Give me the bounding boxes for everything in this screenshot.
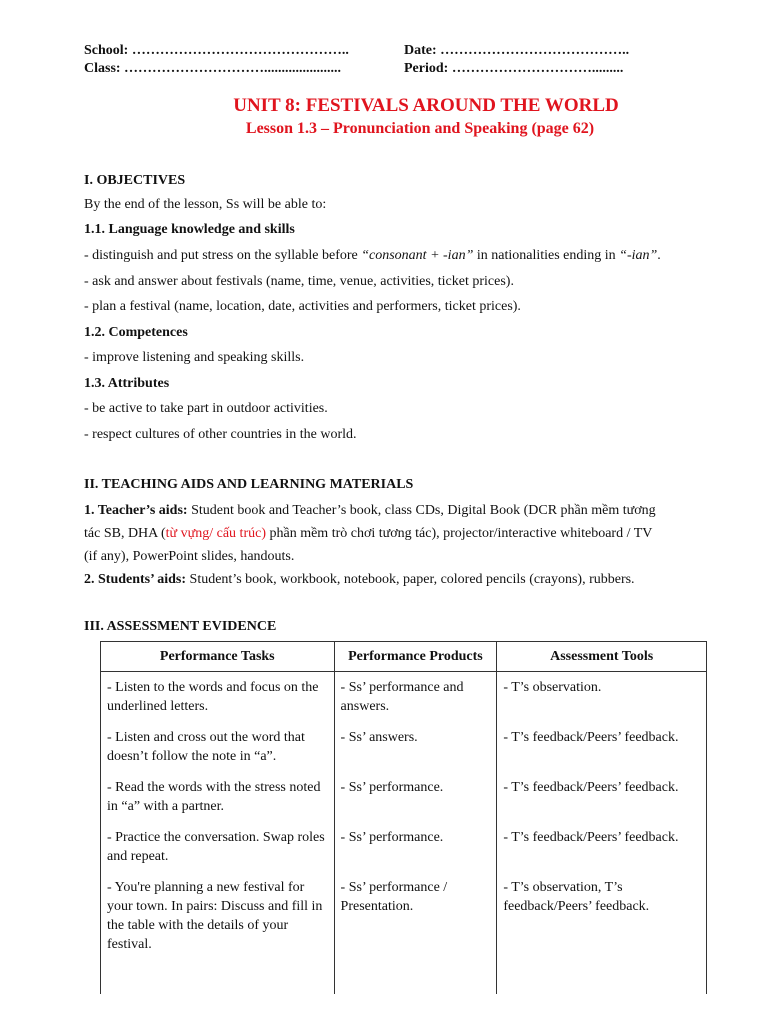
task-cell: - Listen to the words and focus on the underlined letters.: [101, 672, 335, 723]
column-header-products: Performance Products: [334, 642, 497, 672]
lang-1-text-a: - distinguish and put stress on the syllable before: [84, 248, 362, 263]
assessment-table: [100, 641, 707, 994]
lang-1-text-e: .: [657, 248, 661, 263]
task-cell: - Read the words with the stress noted in “a” with a partner.: [101, 772, 335, 822]
task-cell: - Listen and cross out the word that doesn’t follow the note in “a”.: [101, 722, 335, 772]
product-cell: - Ss’ performance / Presentation.: [334, 872, 497, 994]
teacher-aids-text-2b: phần mềm trò chơi tương tác), projector/interactive whiteboard / TV: [265, 526, 653, 541]
competences-heading: 1.2. Competences: [84, 325, 188, 340]
tool-cell: - T’s feedback/Peers’ feedback.: [497, 822, 707, 872]
lang-1-text-c: in nationalities ending in: [473, 248, 620, 263]
student-aids-text: Student’s book, workbook, notebook, paper, colored pencils (crayons), rubbers.: [186, 572, 635, 587]
attributes-heading: 1.3. Attributes: [84, 376, 170, 391]
lang-1-text-d: “-ian”: [619, 248, 658, 263]
task-cell: - You're planning a new festival for your town. In pairs: Discuss and fill in the table with the details of your festival.: [101, 872, 335, 994]
task-cell: - Practice the conversation. Swap roles and repeat.: [101, 822, 335, 872]
table-row: [101, 722, 707, 772]
student-aids-label: 2. Students’ aids:: [84, 572, 187, 587]
product-cell: - Ss’ performance.: [334, 772, 497, 822]
header-row-2: [84, 60, 623, 77]
table-row: [101, 822, 707, 872]
tool-cell: - T’s observation, T’s feedback/Peers’ feedback.: [497, 872, 707, 994]
objectives-heading: I. OBJECTIVES: [84, 173, 186, 188]
school-field: School: ………………………………………..: [84, 43, 349, 58]
tool-cell: - T’s feedback/Peers’ feedback.: [497, 772, 707, 822]
period-field: Period: ………………………….........: [404, 61, 624, 76]
column-header-tools: Assessment Tools: [497, 642, 707, 672]
product-cell: - Ss’ answers.: [334, 722, 497, 772]
table-row: [101, 772, 707, 822]
attribute-1: - be active to take part in outdoor activities.: [84, 401, 328, 416]
language-skills-heading: 1.1. Language knowledge and skills: [84, 222, 295, 237]
objectives-intro: By the end of the lesson, Ss will be able to:: [84, 197, 327, 212]
date-field: Date: …………………………………..: [404, 43, 630, 58]
teacher-aids-text-1: Student book and Teacher’s book, class CDs, Digital Book (DCR phần mềm tương: [187, 503, 656, 518]
language-objective-3: - plan a festival (name, location, date, activities and performers, ticket prices).: [84, 299, 521, 314]
teacher-aids-line-2: [84, 524, 652, 544]
header-row-1: [84, 42, 629, 59]
class-field: Class: …………………………......................: [84, 61, 342, 76]
lesson-subtitle: Lesson 1.3 – Pronunciation and Speaking (page 62): [245, 120, 595, 137]
table-row: [101, 672, 707, 723]
competence-1: - improve listening and speaking skills.: [84, 350, 305, 365]
teacher-aids-label: 1. Teacher’s aids:: [84, 503, 188, 518]
teaching-aids-heading: II. TEACHING AIDS AND LEARNING MATERIALS: [84, 477, 414, 492]
teacher-aids-text-2-red: từ vựng/ cấu trúc): [165, 526, 266, 541]
tool-cell: - T’s feedback/Peers’ feedback.: [497, 722, 707, 772]
teacher-aids-line-1: [84, 501, 656, 521]
table-header-row: [101, 642, 707, 672]
language-objective-2: - ask and answer about festivals (name, time, venue, activities, ticket prices).: [84, 274, 514, 289]
unit-title: UNIT 8: FESTIVALS AROUND THE WORLD: [233, 95, 619, 116]
lang-1-text-b: “consonant + -ian”: [361, 248, 474, 263]
attribute-2: - respect cultures of other countries in the world.: [84, 427, 357, 442]
assessment-heading: III. ASSESSMENT EVIDENCE: [84, 619, 277, 634]
column-header-tasks: Performance Tasks: [101, 642, 335, 672]
teacher-aids-line-3: (if any), PowerPoint slides, handouts.: [84, 549, 295, 564]
student-aids-line: [84, 570, 635, 590]
teacher-aids-text-2a: tác SB, DHA (: [84, 526, 166, 541]
product-cell: - Ss’ performance and answers.: [334, 672, 497, 723]
table-row: [101, 872, 707, 994]
tool-cell: - T’s observation.: [497, 672, 707, 723]
product-cell: - Ss’ performance.: [334, 822, 497, 872]
language-objective-1: [84, 246, 661, 266]
